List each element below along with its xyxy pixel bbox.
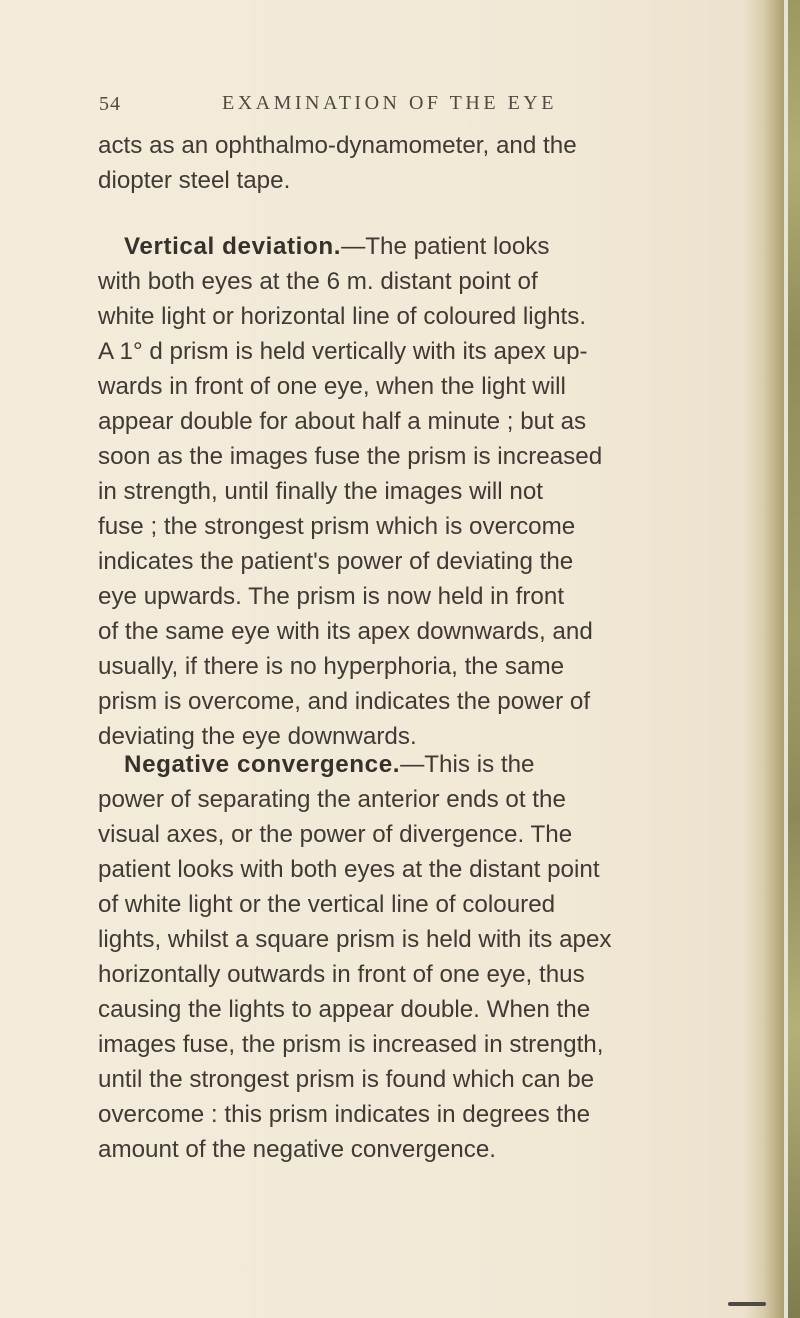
negative-convergence-line: of white light or the vertical line of coloured [98,891,556,918]
vertical-deviation-line: white light or horizontal line of coloured lights. [98,303,587,330]
vertical-deviation-heading: Vertical deviation. [124,233,342,260]
page-number: 54 [99,93,121,115]
negative-convergence-line: amount of the negative convergence. [98,1136,497,1163]
negative-convergence-lead-text: —This is the [400,751,535,778]
negative-convergence-line: power of separating the anterior ends ot the [98,786,566,813]
intro-line: acts as an ophthalmo-dynamometer, and the [98,132,577,159]
vertical-deviation-line: prism is overcome, and indicates the power of [98,688,591,715]
vertical-deviation-line: fuse ; the strongest prism which is overcome [98,513,576,540]
vertical-deviation-line: with both eyes at the 6 m. distant point of [98,268,538,295]
vertical-deviation-lead-text: —The patient looks [341,233,550,260]
negative-convergence-line: images fuse, the prism is increased in strength, [98,1031,604,1058]
vertical-deviation-line: indicates the patient's power of deviating the [98,548,574,575]
vertical-deviation-line: deviating the eye downwards. [98,723,417,750]
vertical-deviation-first-line [98,229,712,264]
negative-convergence-heading: Negative convergence. [124,751,401,778]
negative-convergence-line: visual axes, or the power of divergence. The [98,821,573,848]
negative-convergence-line: horizontally outwards in front of one eye, thus [98,961,585,988]
vertical-deviation-line: A 1° d prism is held vertically with its apex up- [98,338,588,365]
negative-convergence-section [98,747,712,1167]
negative-convergence-line: overcome : this prism indicates in degrees the [98,1101,591,1128]
vertical-deviation-line: eye upwards. The prism is now held in front [98,583,565,610]
vertical-deviation-line: usually, if there is no hyperphoria, the same [98,653,565,680]
page-edge-shadow [744,0,800,1318]
vertical-deviation-line: appear double for about half a minute ; but as [98,408,587,435]
negative-convergence-first-line [98,747,712,782]
running-header: EXAMINATION OF THE EYE [222,92,557,114]
negative-convergence-line: lights, whilst a square prism is held with its apex [98,926,612,953]
negative-convergence-line: causing the lights to appear double. When the [98,996,591,1023]
vertical-deviation-line: wards in front of one eye, when the light will [98,373,566,400]
vertical-deviation-section [98,229,712,754]
vertical-deviation-line: in strength, until finally the images will not [98,478,544,505]
intro-paragraph [98,128,712,198]
vertical-deviation-line: of the same eye with its apex downwards, and [98,618,593,645]
vertical-deviation-line: soon as the images fuse the prism is increased [98,443,603,470]
intro-line: diopter steel tape. [98,167,291,194]
page-corner-mark [728,1302,766,1306]
negative-convergence-line: patient looks with both eyes at the distant point [98,856,600,883]
negative-convergence-line: until the strongest prism is found which can be [98,1066,595,1093]
